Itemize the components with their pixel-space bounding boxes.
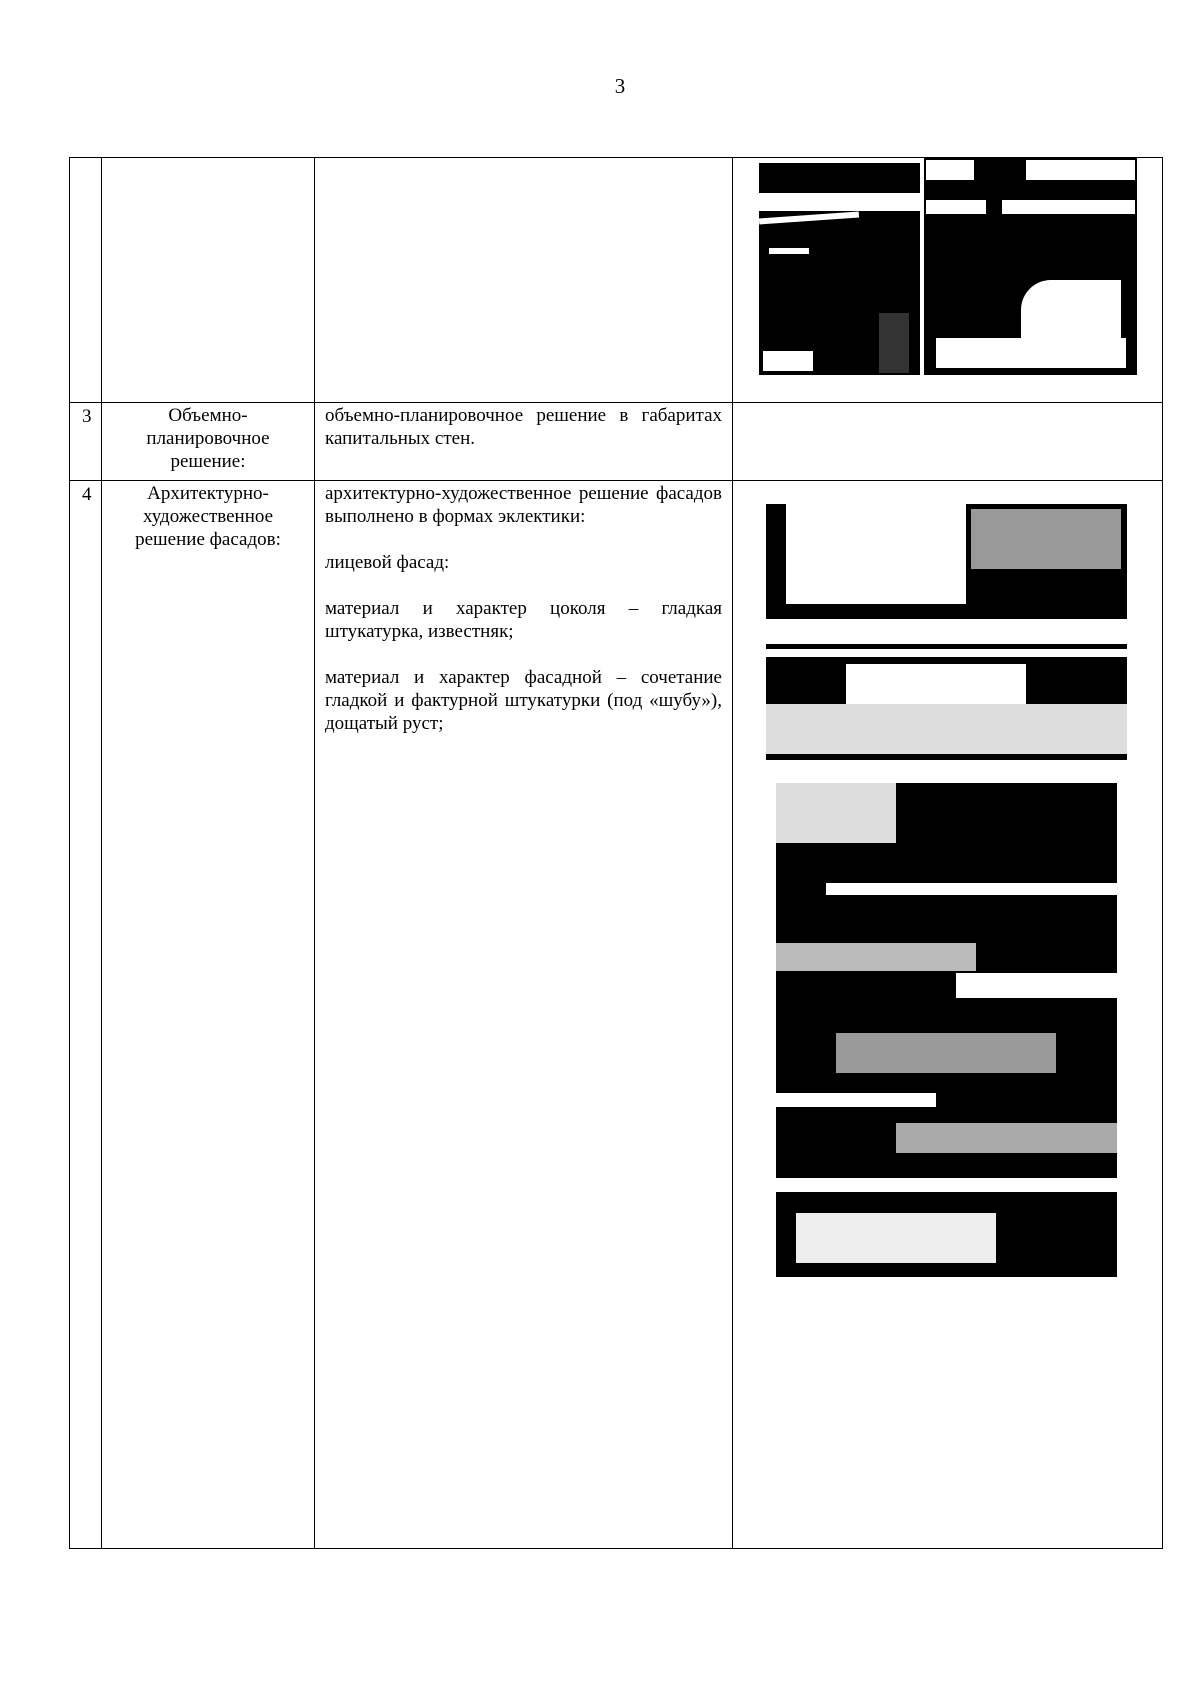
photo-rustication: [776, 783, 1117, 1277]
row-photo-cell: [733, 403, 1163, 481]
row-desc-cell: [315, 158, 733, 403]
row-desc-cell: [315, 403, 733, 481]
desc-text: материал и характер фасадной – сочетание гладкой и фактурной штукатурки (под «шубу»), дощатый руст;: [325, 667, 722, 734]
photo-grille-right: [924, 158, 1137, 375]
row-name-cell: Архитектурно-художественное решение фасадов:: [102, 481, 315, 1549]
page-number: 3: [614, 74, 626, 98]
row-number-cell: 3: [70, 403, 102, 481]
row-number-cell: [70, 158, 102, 403]
row-photo-cell: [733, 481, 1163, 1549]
row-number-cell: 4: [70, 481, 102, 1549]
table-row: [70, 158, 1163, 403]
row-desc-cell: [315, 481, 733, 1549]
photo-grille-left: [759, 163, 920, 375]
heritage-table: [69, 157, 1163, 1549]
desc-text: архитектурно-художественное решение фасадов выполнено в формах эклектики:: [325, 483, 722, 527]
desc-text: объемно-планировочное решение в габаритах капитальных стен.: [325, 405, 722, 449]
photo-plinth: [766, 504, 1127, 760]
row-photo-cell: [733, 158, 1163, 403]
desc-text: лицевой фасад:: [325, 552, 450, 573]
row-name-cell: [102, 158, 315, 403]
row-name-cell: Объемно-планировочное решение:: [102, 403, 315, 481]
table-row: [70, 481, 1163, 1549]
desc-text: материал и характер цоколя – гладкая штукатурка, известняк;: [325, 598, 722, 642]
table-row: [70, 403, 1163, 481]
